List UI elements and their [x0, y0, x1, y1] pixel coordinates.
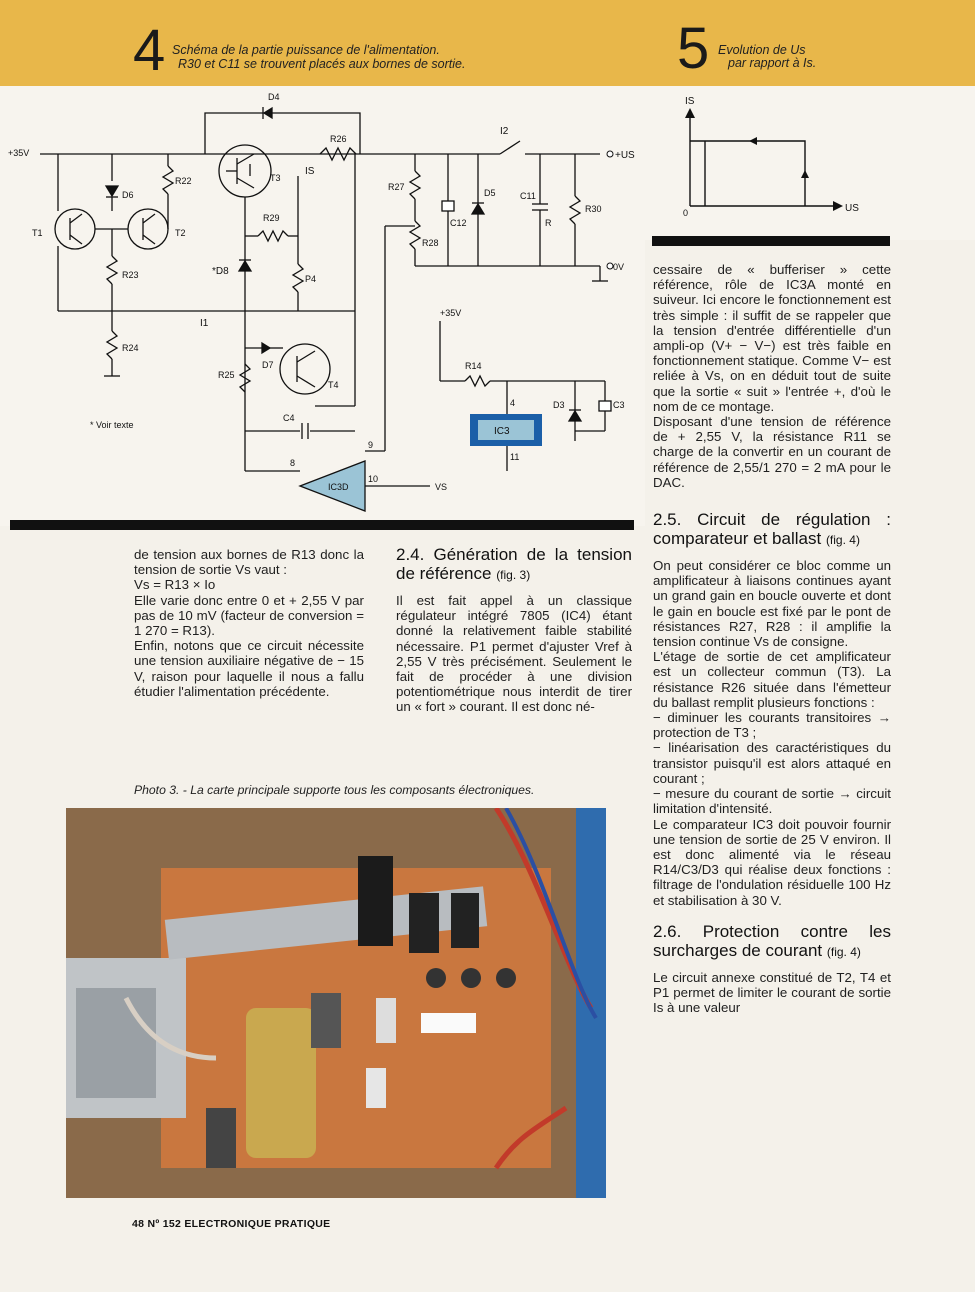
paragraph: Le circuit annexe constitué de T2, T4 et P1 permet de limiter le courant de sortie Is à une valeur [653, 969, 891, 1016]
schematic-label: P4 [305, 274, 317, 284]
schematic-label: T2 [175, 228, 186, 238]
text-column-right [653, 262, 891, 1015]
section-heading-2-4: 2.4. Génération de la tension de référence (fig. 3) [396, 545, 632, 583]
schematic-label: R14 [465, 361, 482, 371]
schematic-label: 0V [613, 262, 625, 272]
photo-caption: Photo 3. - La carte principale supporte tous les composants électroniques. [134, 783, 535, 797]
schematic-label: 9 [368, 440, 374, 450]
text-column-middle [396, 545, 632, 715]
schematic-label: R24 [122, 343, 139, 353]
paragraph: L'étage de sortie de cet amplificateur est un collecteur commun (T3). La résistance R26 située dans l'émetteur du ballast remplit plusieurs fonctions : [653, 649, 891, 710]
paragraph: Enfin, notons que ce circuit nécessite une tension auxiliaire négative de − 15 V, raison pour laquelle il nous a fallu étudier l'alimentation précédente. [134, 638, 364, 699]
formula: Vs = R13 × Io [134, 577, 216, 593]
list-item: − diminuer les courants transitoires → protection de T3 ; [653, 710, 891, 741]
pcb-photo-drawing [66, 808, 606, 1198]
schematic-label: R [545, 218, 552, 228]
graph-origin: 0 [683, 208, 689, 218]
schematic-label: T3 [270, 173, 281, 183]
schematic-label: D4 [268, 92, 280, 102]
graph-x-label: US [845, 203, 859, 214]
divider-rule [652, 236, 890, 246]
schematic-label: IC3 [494, 426, 510, 437]
paragraph: On peut considérer ce bloc comme un amplificateur à liaisons continues ayant un grand gain en boucle ouverte et dont le gain en boucle est fixé par le pont de résistances R27, R28 : il amplifie la tension continue Vs de consigne. [653, 558, 891, 650]
divider-rule [10, 520, 634, 530]
schematic-label: * Voir texte [90, 420, 134, 430]
schematic-label: +35V [440, 308, 462, 318]
schematic-label: 4 [510, 398, 516, 408]
pcb-photo [66, 808, 606, 1198]
schematic-label: C11 [520, 191, 536, 201]
section-heading-2-6: 2.6. Protection contre les surcharges de courant (fig. 4) [653, 921, 891, 960]
schematic-label: T4 [328, 380, 339, 390]
schematic-label: R27 [388, 182, 405, 192]
schematic-label: R23 [122, 270, 139, 280]
paragraph: Disposant d'une tension de référence de + 2,55 V, la résistance R11 se charge de la convertir en un courant de référence de 2,55/1 270 = 2 mA pour le DAC. [653, 414, 891, 490]
paragraph: de tension aux bornes de R13 donc la tension de sortie Vs vaut : [134, 547, 364, 578]
paragraph: Le comparateur IC3 doit pouvoir fournir une tension de sortie de 25 V environ. Il est donc alimenté via le réseau R14/C3/D3 qui réalise deux fonctions : filtrage de l'ondulation résiduelle 100 Hz et stabilisation à 30 V. [653, 816, 891, 908]
schematic-label: R28 [422, 238, 439, 248]
schematic-label: I1 [200, 318, 209, 329]
list-item: − linéarisation des caractéristiques du transistor puisqu'il est alors attaqué en courant ; [653, 740, 891, 786]
figure-4-caption-line2: R30 et C11 se trouvent placés aux bornes de sortie. [178, 57, 466, 71]
graph-y-label: IS [685, 96, 695, 107]
schematic-label: *D8 [212, 266, 229, 277]
schematic-label: IC3D [328, 482, 349, 492]
text-column-left [134, 547, 364, 699]
figure-5-caption-line1: Evolution de Us [718, 43, 806, 57]
schematic-label: R29 [263, 213, 280, 223]
graph-figure-5 [645, 86, 975, 240]
schematic-label: D6 [122, 190, 134, 200]
list-item: − mesure du courant de sortie → circuit limitation d'intensité. [653, 786, 891, 817]
schematic-label: R22 [175, 176, 192, 186]
schematic-label: T1 [32, 228, 43, 238]
schematic-label: 11 [510, 452, 520, 462]
schematic-label: R25 [218, 370, 235, 380]
schematic-drawing [0, 86, 645, 526]
schematic-label: R26 [330, 134, 347, 144]
figure-5-number: 5 [677, 16, 710, 81]
schematic-label: R30 [585, 204, 602, 214]
schematic-label: 10 [368, 474, 379, 484]
schematic-label: +US [615, 150, 635, 161]
figure-5-caption-line2: par rapport à Is. [728, 56, 817, 70]
us-is-graph [645, 86, 975, 240]
page-footer: 48 Nº 152 ELECTRONIQUE PRATIQUE [132, 1218, 331, 1230]
figure-4-number: 4 [133, 18, 166, 83]
schematic-label: IS [305, 166, 315, 177]
schematic-label: D7 [262, 360, 274, 370]
paragraph: Il est fait appel à un classique régulateur intégré 7805 (IC4) étant donné la relativement faible stabilité nécessaire. P1 permet d'ajuster Vref à 2,55 V très précisément. Seulement le fait de procéder à une division potentiométrique nous interdit de tirer un « fort » courant. Il est donc né- [396, 593, 632, 715]
schematic-figure-4 [0, 86, 645, 526]
schematic-label: D5 [484, 188, 496, 198]
paragraph: Elle varie donc entre 0 et + 2,55 V par pas de 10 mV (facteur de conversion = 1 270 = R13). [134, 592, 364, 639]
figure-4-caption-line1: Schéma de la partie puissance de l'alimentation. [172, 43, 440, 57]
schematic-label: +35V [8, 148, 30, 158]
schematic-label: D3 [553, 400, 565, 410]
section-heading-2-5: 2.5. Circuit de régulation : comparateur et ballast (fig. 4) [653, 510, 891, 549]
schematic-label: C3 [613, 400, 625, 410]
schematic-label: 8 [290, 458, 296, 468]
schematic-label: VS [435, 482, 448, 492]
schematic-label: I2 [500, 126, 509, 137]
schematic-label: C12 [450, 218, 467, 228]
schematic-label: C4 [283, 413, 295, 423]
paragraph: cessaire de « bufferiser » cette référence, rôle de IC3A monté en suiveur. Ici encore le fonctionnement est très simple : il suffit de se rappeler que la tension d'entrée différentielle d'un ampli-op (V+ − V−) est très faible en fonctionnement statique. Comme V− est reliée à Vs, on en déduit tout de suite que la sortie « suit » l'entrée +, d'où le nom de ce montage. [653, 262, 891, 414]
